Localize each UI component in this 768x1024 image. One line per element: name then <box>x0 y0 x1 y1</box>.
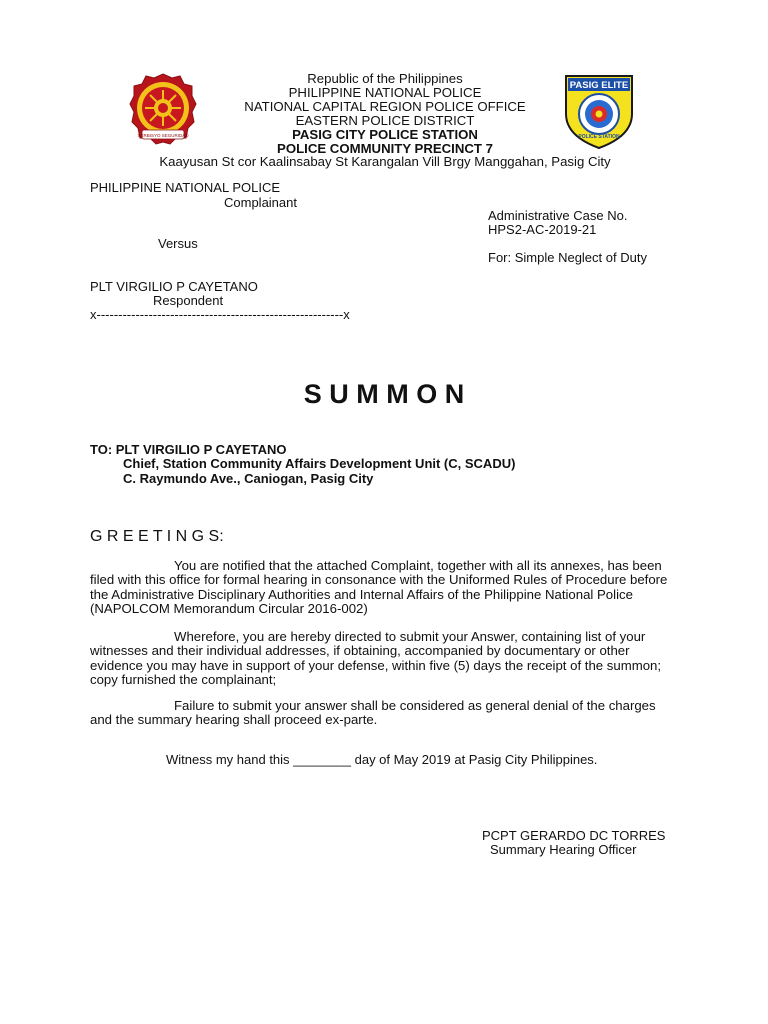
signatory-title: Summary Hearing Officer <box>490 842 637 857</box>
seal-motto: SERBISYO SEGURIDAD <box>137 133 189 138</box>
case-label: Administrative Case No. <box>488 208 628 223</box>
addressee-position: Chief, Station Community Affairs Development Unit (C, SCADU) <box>123 456 516 471</box>
signatory-name: PCPT GERARDO DC TORRES <box>482 828 666 843</box>
body-paragraph-2 <box>90 630 680 688</box>
header-republic: Republic of the Philippines <box>307 71 463 86</box>
body-paragraph-3-text: Failure to submit your answer shall be considered as general denial of the charges and the summary hearing shall proceed ex-parte. <box>90 698 656 728</box>
document-title: S U M M O N <box>303 379 465 409</box>
addressee-to: TO: PLT VIRGILIO P CAYETANO <box>90 442 287 457</box>
greetings-heading: G R E E T I N G S: <box>90 528 224 545</box>
body-paragraph-2-text: Wherefore, you are hereby directed to submit your Answer, containing list of your witnesses and their individual addresses, if obtaining, accompanied by documentary or other evidence you may have in support of your defense, within five (5) days the receipt of the summon; copy furnished the complainant; <box>90 629 662 688</box>
addressee-address: C. Raymundo Ave., Caniogan, Pasig City <box>123 471 374 486</box>
header-pnp: PHILIPPINE NATIONAL POLICE <box>288 85 482 100</box>
header-address: Kaayusan St cor Kaalinsabay St Karangalan Vill Brgy Manggahan, Pasig City <box>159 154 611 169</box>
body-paragraph-1-text: You are notified that the attached Complaint, together with all its annexes, has been filed with this office for formal hearing in consonance with the Uniformed Rules of Procedure before the Administrative Disciplinary Authorities and Internal Affairs of the Philippine National Police (NAPOLCOM Memorandum Circular 2016-002) <box>90 558 668 617</box>
witness-line: Witness my hand this ________ day of May 2019 at Pasig City Philippines. <box>166 752 598 767</box>
complainant-role: Complainant <box>224 195 297 210</box>
respondent-name: PLT VIRGILIO P CAYETANO <box>90 279 258 294</box>
complainant-name: PHILIPPINE NATIONAL POLICE <box>90 180 280 195</box>
body-paragraph-3 <box>90 699 680 728</box>
header-precinct: POLICE COMMUNITY PRECINCT 7 <box>277 141 493 156</box>
versus-label: Versus <box>158 236 198 251</box>
caption-divider: x---------------------------------------------------------x <box>90 307 350 322</box>
header-station: PASIG CITY POLICE STATION <box>292 127 478 142</box>
header-ncrpo: NATIONAL CAPITAL REGION POLICE OFFICE <box>244 99 526 114</box>
header-epd: EASTERN POLICE DISTRICT <box>295 113 475 128</box>
badge-subtitle: POLICE STATION <box>578 134 620 140</box>
respondent-role: Respondent <box>153 293 224 308</box>
charge-label: For: Simple Neglect of Duty <box>488 250 647 265</box>
case-number: HPS2-AC-2019-21 <box>488 222 597 237</box>
badge-title: PASIG ELITE <box>569 80 629 91</box>
body-paragraph-1 <box>90 559 680 617</box>
